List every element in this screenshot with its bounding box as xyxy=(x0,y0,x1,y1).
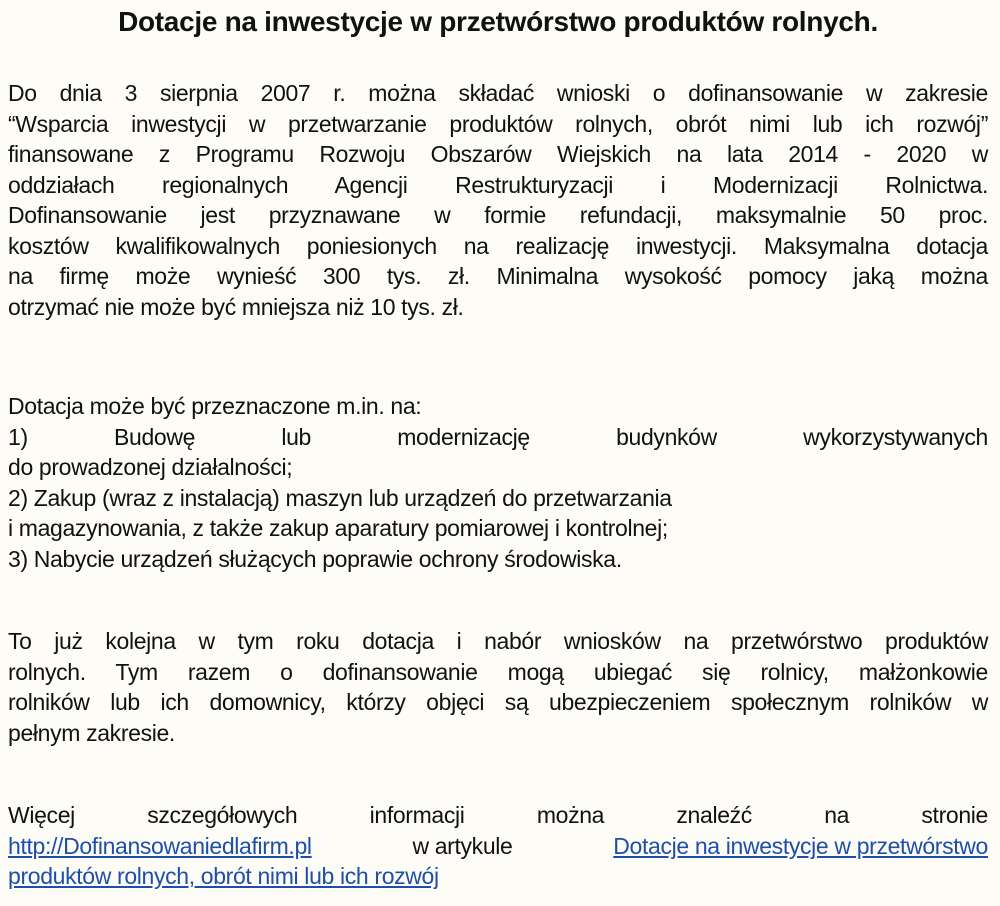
text-line: rolnych. Tym razem o dofinansowanie mogą ubiegać się rolnicy, małżonkowie xyxy=(8,658,988,685)
word: budynków xyxy=(616,423,717,450)
text-line: na firmę może wynieść 300 tys. zł. Minimalna wysokość pomocy jaką można xyxy=(8,263,988,289)
list-item-2: 2) Zakup (wraz z instalacją) maszyn lub urządzeń do przetwarzania xyxy=(8,484,672,511)
word: wykorzystywanych xyxy=(803,423,988,450)
word: 1) xyxy=(8,423,28,450)
word: stronie xyxy=(921,802,988,828)
article-link[interactable]: Dotacje na inwestycje w przetwórstwo xyxy=(613,832,988,859)
text-line: “Wsparcia inwestycji w przetwarzanie produktów rolnych, obrót nimi lub ich rozwój” xyxy=(8,110,988,137)
text-line: otrzymać nie może być mniejsza niż 10 tys. zł. xyxy=(8,293,464,320)
word: na xyxy=(824,802,850,828)
text-line: Do dnia 3 sierpnia 2007 r. można składać wnioski o dofinansowanie w zakresie xyxy=(8,80,988,106)
links-line xyxy=(8,831,988,862)
in-article-text: w artykule xyxy=(412,832,513,859)
list-item-1-continuation: do prowadzonej działalności; xyxy=(8,454,293,480)
word: Więcej xyxy=(8,802,75,828)
word: lub xyxy=(281,423,311,450)
word: Budowę xyxy=(114,423,196,450)
list-item-3: 3) Nabycie urządzeń służących poprawie ochrony środowiska. xyxy=(8,545,622,572)
article-link-continuation-line xyxy=(8,861,988,892)
word: modernizację xyxy=(397,423,530,450)
list-item-2-continuation: i magazynowania, z także zakup aparatury pomiarowej i kontrolnej; xyxy=(8,515,668,541)
paragraph-eligible-uses xyxy=(8,391,988,574)
more-info-line xyxy=(8,800,988,831)
list-intro: Dotacja może być przeznaczone m.in. na: xyxy=(8,393,422,419)
site-link[interactable]: http://Dofinansowaniedlafirm.pl xyxy=(8,832,312,859)
text-line: Dofinansowanie jest przyznawane w formie refundacji, maksymalnie 50 proc. xyxy=(8,202,988,228)
text-line: To już kolejna w tym roku dotacja i nabór wniosków na przetwórstwo produktów xyxy=(8,628,988,654)
text-line: pełnym zakresie. xyxy=(8,719,175,746)
text-line: kosztów kwalifikowalnych poniesionych na realizację inwestycji. Maksymalna dotacja xyxy=(8,232,988,259)
text-line: rolników lub ich domownicy, którzy objęci są ubezpieczeniem społecznym rolników w xyxy=(8,689,988,715)
text-line: oddziałach regionalnych Agencji Restrukturyzacji i Modernizacji Rolnictwa. xyxy=(8,171,988,198)
document-title: Dotacje na inwestycje w przetwórstwo produktów rolnych. xyxy=(118,6,878,37)
paragraph-funding-info xyxy=(8,78,988,322)
word: znaleźć xyxy=(676,802,752,828)
list-item-1 xyxy=(8,422,988,453)
article-link-continuation[interactable]: produktów rolnych, obrót nimi lub ich rozwój xyxy=(8,863,439,889)
word: szczegółowych xyxy=(147,802,298,828)
text-line: finansowane z Programu Rozwoju Obszarów Wiejskich na lata 2014 - 2020 w xyxy=(8,141,988,167)
word: można xyxy=(536,802,605,828)
paragraph-more-info xyxy=(8,800,988,892)
word: informacji xyxy=(369,802,465,828)
paragraph-eligibility xyxy=(8,626,988,748)
